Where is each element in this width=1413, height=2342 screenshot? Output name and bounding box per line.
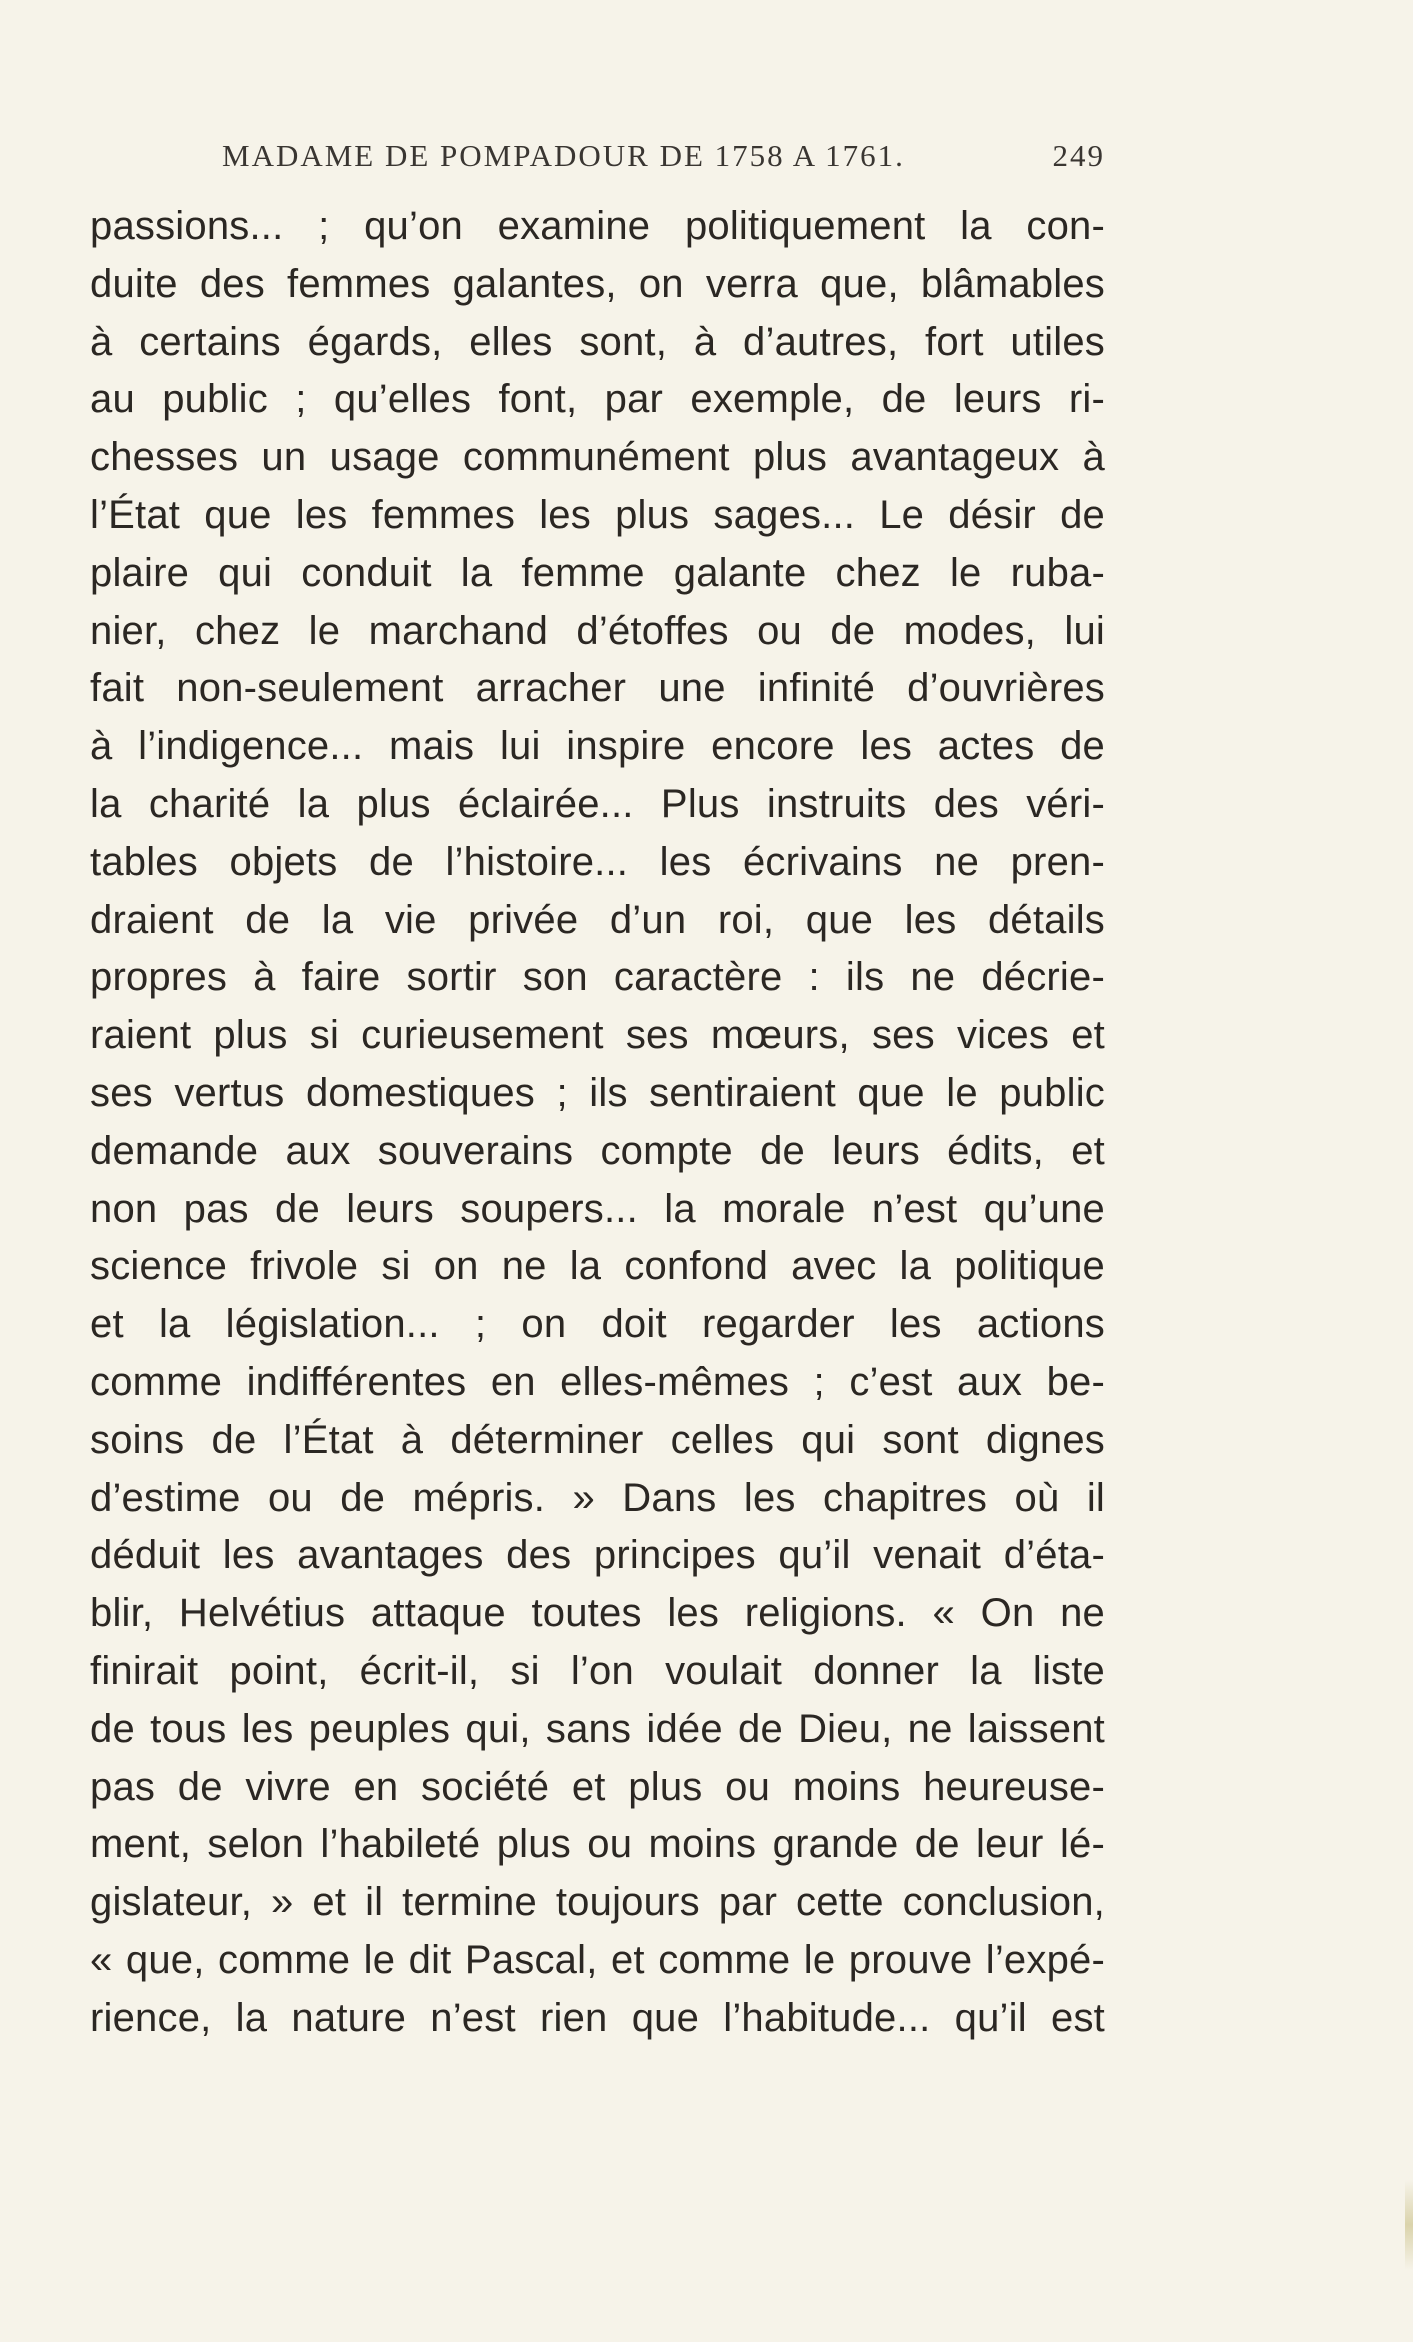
text-line: finirait point, écrit-il, si l’on voulait donner la liste	[90, 1648, 1105, 1693]
text-line: passions... ; qu’on examine politiquement la con-	[90, 204, 1105, 248]
text-line: ses vertus domestiques ; ils sentiraient que le public	[90, 1070, 1105, 1115]
text-line: à l’indigence... mais lui inspire encore les actes de	[90, 724, 1105, 769]
text-line: nier, chez le marchand d’étoffes ou de modes, lui	[90, 608, 1105, 653]
text-line: blir, Helvétius attaque toutes les religions. « On ne	[90, 1591, 1105, 1636]
text-line: draient de la vie privée d’un roi, que les détails	[90, 897, 1105, 942]
text-line: à certains égards, elles sont, à d’autres, fort utiles	[90, 319, 1105, 364]
text-line: « que, comme le dit Pascal, et comme le prouve l’expé-	[90, 1937, 1105, 1982]
text-line: gislateur, » et il termine toujours par cette conclusion,	[90, 1880, 1105, 1925]
text-line: de tous les peuples qui, sans idée de Dieu, ne laissent	[90, 1706, 1105, 1751]
text-line: la charité la plus éclairée... Plus instruits des véri-	[90, 781, 1105, 826]
page-edge-stain	[1405, 2180, 1413, 2270]
text-line: l’État que les femmes les plus sages... Le désir de	[90, 492, 1105, 537]
text-line: plaire qui conduit la femme galante chez le ruba-	[90, 550, 1105, 595]
body-text	[90, 198, 1105, 2048]
text-line: fait non-seulement arracher une infinité d’ouvrières	[90, 666, 1105, 711]
text-line: duite des femmes galantes, on verra que, blâmables	[90, 261, 1105, 306]
text-line: au public ; qu’elles font, par exemple, de leurs ri-	[90, 377, 1105, 422]
text-line: pas de vivre en société et plus ou moins heureuse-	[90, 1764, 1105, 1809]
text-line: déduit les avantages des principes qu’il venait d’éta-	[90, 1533, 1105, 1578]
text-line: tables objets de l’histoire... les écrivains ne pren-	[90, 839, 1105, 884]
text-line: chesses un usage communément plus avantageux à	[90, 435, 1105, 480]
text-line: propres à faire sortir son caractère : ils ne décrie-	[90, 955, 1105, 1000]
text-line: et la législation... ; on doit regarder les actions	[90, 1302, 1105, 1347]
text-line: science frivole si on ne la confond avec la politique	[90, 1244, 1105, 1289]
running-head	[90, 138, 1105, 178]
text-line: d’estime ou de mépris. » Dans les chapitres où il	[90, 1475, 1105, 1520]
text-line: comme indifférentes en elles-mêmes ; c’est aux be-	[90, 1359, 1105, 1404]
running-title: MADAME DE POMPADOUR DE 1758 A 1761.	[222, 138, 905, 173]
text-line: demande aux souverains compte de leurs édits, et	[90, 1128, 1105, 1173]
text-line: soins de l’État à déterminer celles qui sont dignes	[90, 1417, 1105, 1462]
text-line: ment, selon l’habileté plus ou moins grande de leur lé-	[90, 1822, 1105, 1867]
text-line: rience, la nature n’est rien que l’habitude... qu’il est	[90, 1995, 1105, 2040]
text-line: raient plus si curieusement ses mœurs, ses vices et	[90, 1013, 1105, 1058]
text-line: non pas de leurs soupers... la morale n’est qu’une	[90, 1186, 1105, 1231]
page-number: 249	[1052, 138, 1105, 173]
